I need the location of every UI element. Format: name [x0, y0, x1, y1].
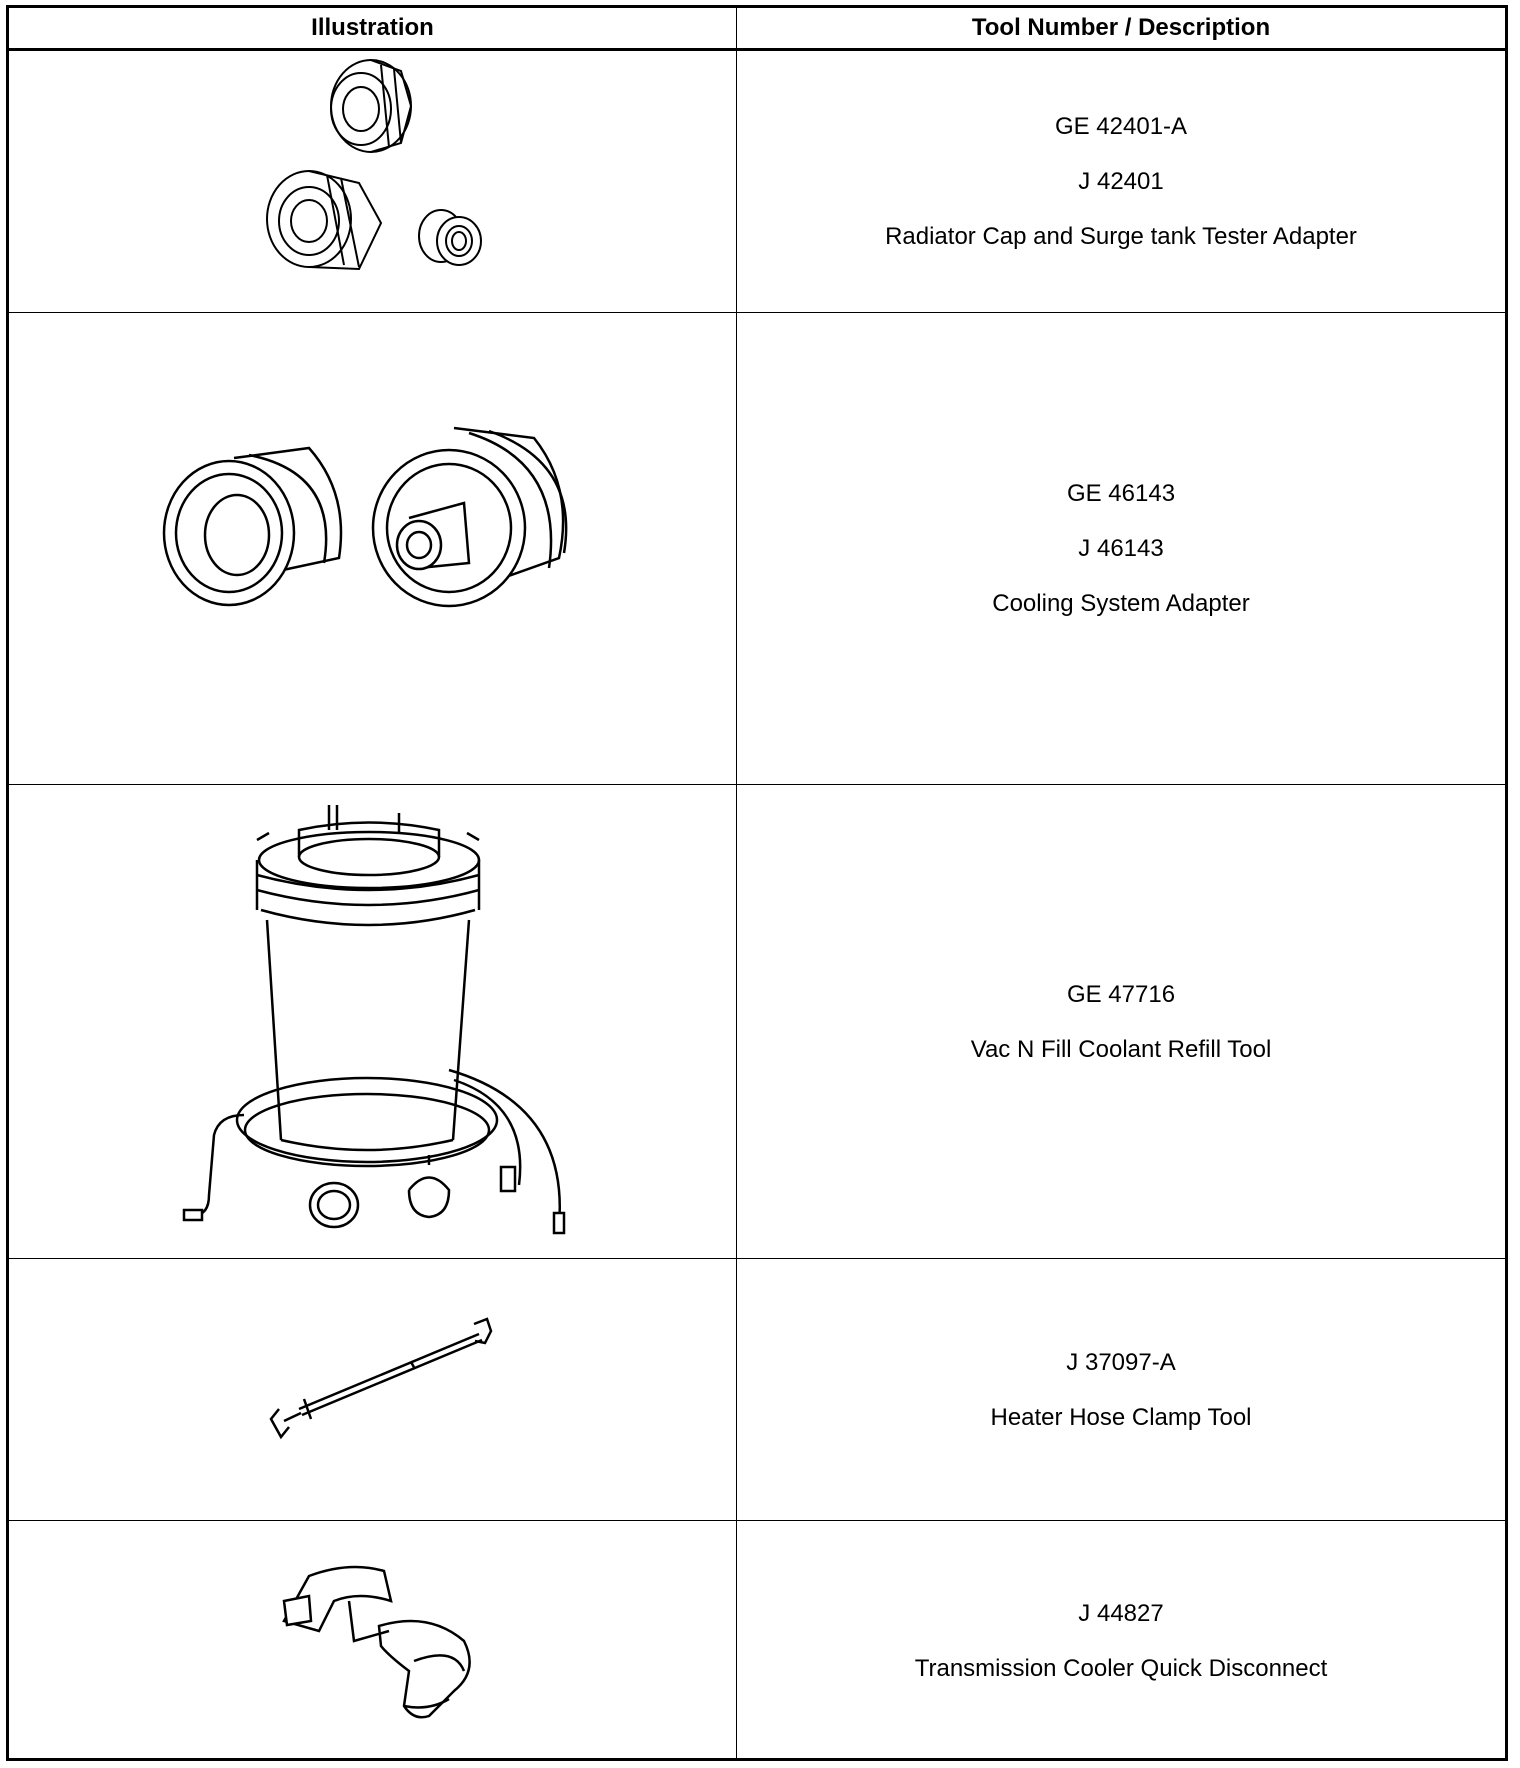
- tool-number: J 46143: [1078, 535, 1164, 562]
- cooling-system-adapter-icon: [9, 313, 736, 784]
- tool-description: [737, 785, 1505, 1258]
- tool-number: GE 46143: [1066, 480, 1176, 507]
- tool-number: J 42401: [1078, 168, 1164, 195]
- header-illustration: Illustration: [311, 14, 434, 41]
- tool-number: GE 47716: [1066, 980, 1176, 1008]
- header-tool-number-description: Tool Number / Description: [971, 14, 1271, 41]
- tool-description: [737, 51, 1505, 312]
- table-row: [9, 313, 1505, 785]
- vac-n-fill-tool-icon: [9, 785, 736, 1258]
- tool-description-text: Vac N Fill Coolant Refill Tool: [970, 1035, 1272, 1063]
- tool-description: [737, 313, 1505, 784]
- tool-description: [737, 1521, 1505, 1761]
- table-header: [9, 8, 1505, 51]
- radiator-cap-adapter-set-icon: [9, 51, 736, 312]
- tool-description-text: Heater Hose Clamp Tool: [990, 1403, 1252, 1431]
- table-row: [9, 51, 1505, 313]
- heater-hose-clamp-tool-icon: [9, 1259, 736, 1520]
- tool-number: GE 42401-A: [1054, 113, 1188, 140]
- tool-description-text: Cooling System Adapter: [992, 590, 1250, 617]
- table-row: [9, 1259, 1505, 1521]
- table-row: [9, 785, 1505, 1259]
- table-row: [9, 1521, 1505, 1761]
- quick-disconnect-tool-icon: [9, 1521, 736, 1761]
- tool-description-text: Radiator Cap and Surge tank Tester Adapter: [885, 223, 1357, 250]
- special-tools-table: [6, 5, 1508, 1761]
- tool-number: J 37097-A: [1066, 1348, 1176, 1376]
- tool-number: J 44827: [1078, 1600, 1164, 1627]
- tool-description: [737, 1259, 1505, 1520]
- tool-description-text: Transmission Cooler Quick Disconnect: [914, 1655, 1328, 1682]
